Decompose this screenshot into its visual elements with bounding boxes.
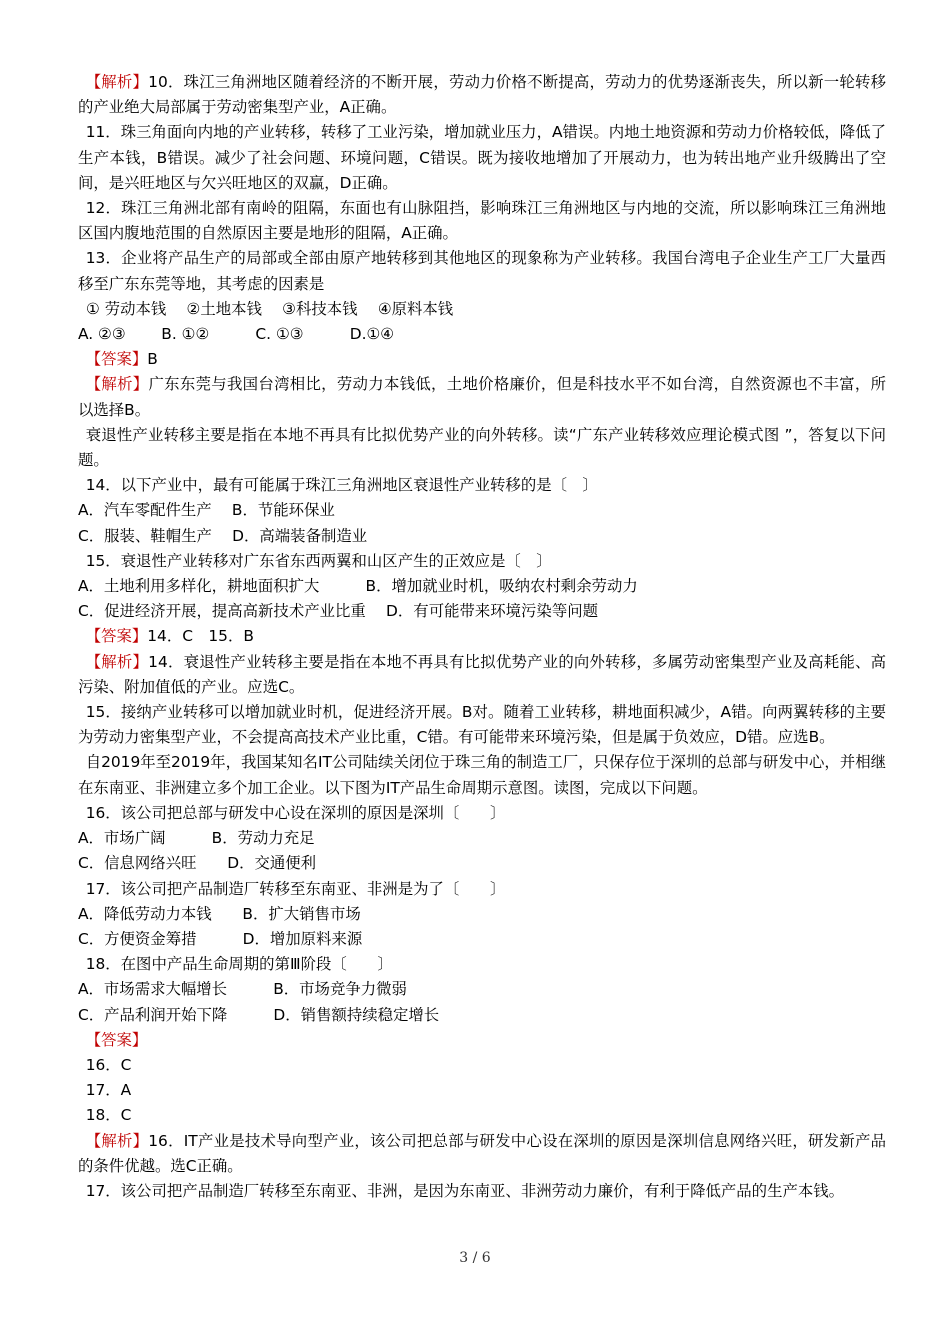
question-14-options-ab: A．汽车零配件生产 B．节能环保业 xyxy=(78,501,335,520)
answer-14-15: 【答案】14．C 15．B xyxy=(85,627,254,646)
question-18-options-cd: C．产品利润开始下降 D．销售额持续稳定增长 xyxy=(78,1005,440,1024)
analysis-10: 【解析】10．珠江三角洲地区随着经济的不断开展，劳动力价格不断提高，劳动力的优势逐渐丧失，所以新一轮转移的产业绝大局部属于劳动密集型产业，A正确。 xyxy=(78,73,886,117)
passage-16-18: 自2019年至2019年，我国某知名IT公司陆续关闭位于珠三角的制造工厂，只保存位于深圳的总部与研发中心，并相继在东南亚、非洲建立多个加工企业。以下图为IT产品生命周期示意图。读图，完成以下问题。 xyxy=(78,753,886,797)
answer-18: 18．C xyxy=(85,1106,132,1125)
answer-13: 【答案】B xyxy=(85,350,158,369)
question-17-options-ab: A．降低劳动力本钱 B．扩大销售市场 xyxy=(78,904,361,923)
question-16: 16．该公司把总部与研发中心设在深圳的原因是深圳〔 〕 xyxy=(85,803,506,822)
question-18: 18．在图中产品生命周期的第Ⅲ阶段〔 〕 xyxy=(85,955,393,974)
answer-tag: 【答案】 xyxy=(85,350,148,369)
analysis-tag: 【解析】 xyxy=(85,652,149,671)
question-13: 13．企业将产品生产的局部或全部由原产地转移到其他地区的现象称为产业转移。我国台湾电子企业生产工厂大量西移至广东东莞等地，其考虑的因素是 xyxy=(78,249,886,293)
question-17: 17．该公司把产品制造厂转移至东南亚、非洲是为了〔 〕 xyxy=(85,879,506,898)
question-16-options-cd: C．信息网络兴旺 D．交通便利 xyxy=(78,854,317,873)
analysis-16: 【解析】16．IT产业是技术导向型产业，该公司把总部与研发中心设在深圳的原因是深圳信息网络兴旺，研发新产品的条件优越。选C正确。 xyxy=(78,1131,886,1175)
document-body xyxy=(78,70,886,1204)
answer-tag: 【答案】 xyxy=(85,1030,148,1049)
question-18-options-ab: A．市场需求大幅增长 B．市场竞争力微弱 xyxy=(78,980,407,999)
question-14-options-cd: C．服装、鞋帽生产 D．高端装备制造业 xyxy=(78,526,368,545)
analysis-13: 【解析】广东东莞与我国台湾相比，劳动力本钱低，土地价格廉价，但是科技水平不如台湾，自然资源也不丰富，所以选择B。 xyxy=(78,375,886,419)
question-14: 14．以下产业中，最有可能属于珠江三角洲地区衰退性产业转移的是〔 〕 xyxy=(85,476,598,495)
analysis-tag: 【解析】 xyxy=(85,375,149,394)
answer-16: 16．C xyxy=(85,1055,132,1074)
analysis-12: 12．珠江三角洲北部有南岭的阻隔，东面也有山脉阻挡，影响珠江三角洲地区与内地的交流，所以影响珠江三角洲地区国内腹地范围的自然原因主要是地形的阻隔，A正确。 xyxy=(78,199,886,243)
question-15-options-cd: C．促进经济开展，提高高新技术产业比重 D．有可能带来环境污染等问题 xyxy=(78,602,598,621)
passage-14-15: 衰退性产业转移主要是指在本地不再具有比拟优势产业的向外转移。读“广东产业转移效应理论模式图 ”，答复以下问题。 xyxy=(78,425,886,470)
analysis-11: 11．珠三角面向内地的产业转移，转移了工业污染，增加就业压力，A错误。内地土地资源和劳动力价格较低，降低了生产本钱，B错误。减少了社会问题、环境问题，C错误。既为接收地增加了开展动力，也为转出地产业升级腾出了空间，是兴旺地区与欠兴旺地区的双赢，D正确。 xyxy=(78,123,886,192)
page-number: 3 / 6 xyxy=(459,1250,491,1266)
question-13-options: A. ②③ B. ①② C. ①③ D.①④ xyxy=(78,325,395,344)
answer-17: 17．A xyxy=(85,1081,132,1100)
analysis-tag: 【解析】 xyxy=(85,1131,149,1150)
analysis-14: 【解析】14．衰退性产业转移主要是指在本地不再具有比拟优势产业的向外转移，多属劳动密集型产业及高耗能、高污染、附加值低的产业。应选C。 xyxy=(78,652,886,696)
analysis-tag: 【解析】 xyxy=(85,73,149,91)
question-13-factors: ① 劳动本钱 ②土地本钱 ③科技本钱 ④原料本钱 xyxy=(86,299,454,318)
question-15-options-ab: A．土地利用多样化，耕地面积扩大 B．增加就业时机，吸纳农村剩余劳动力 xyxy=(78,577,638,596)
answer-tag: 【答案】 xyxy=(85,627,148,646)
analysis-17: 17．该公司把产品制造厂转移至东南亚、非洲，是因为东南亚、非洲劳动力廉价，有利于降低产品的生产本钱。 xyxy=(85,1181,845,1200)
question-16-options-ab: A．市场广阔 B．劳动力充足 xyxy=(78,829,315,848)
answer-16-18-label xyxy=(78,1028,886,1053)
question-17-options-cd: C．方便资金筹措 D．增加原料来源 xyxy=(78,929,363,948)
question-15: 15．衰退性产业转移对广东省东西两翼和山区产生的正效应是〔 〕 xyxy=(85,551,552,570)
analysis-15: 15．接纳产业转移可以增加就业时机，促进经济开展。B对。随着工业转移，耕地面积减少，A错。向两翼转移的主要为劳动力密集型产业，不会提高高技术产业比重，C错。有可能带来环境污染，但是属于负效应，D错。应选B。 xyxy=(78,703,886,747)
